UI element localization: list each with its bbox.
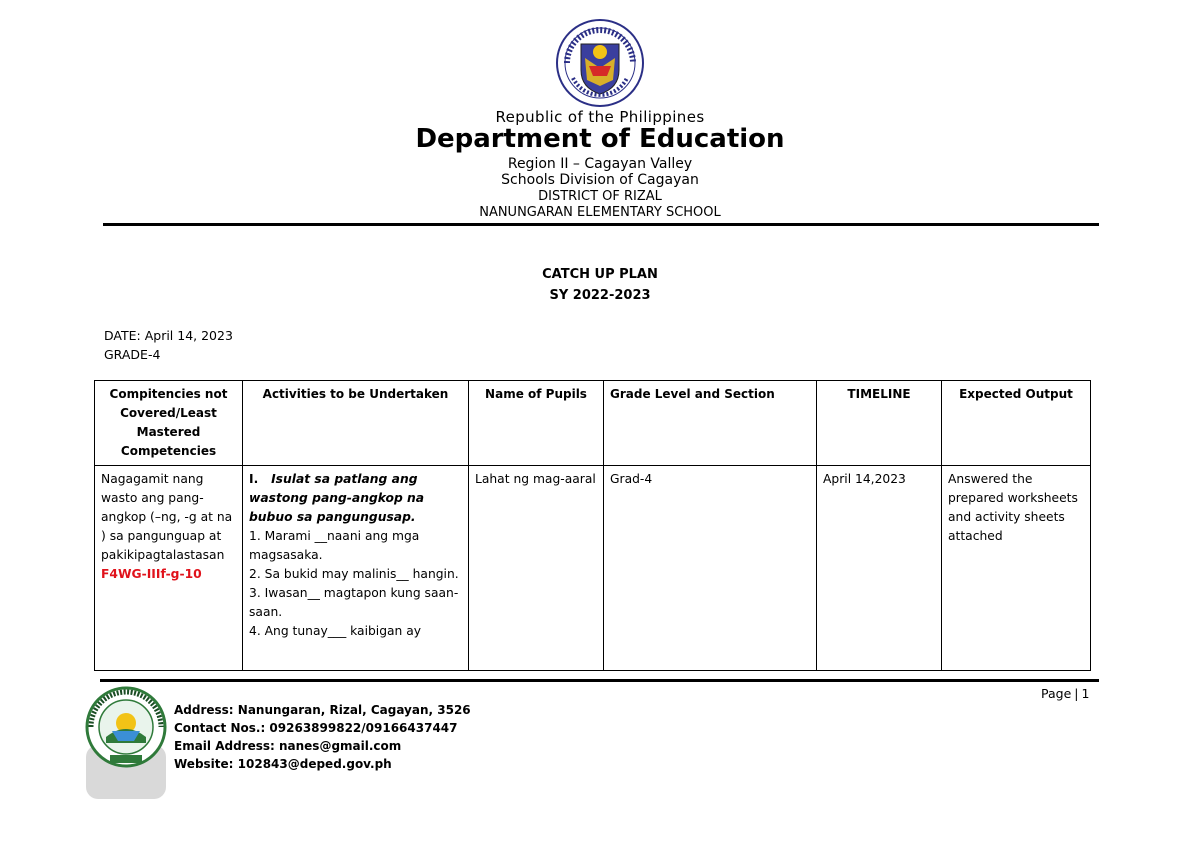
cell-activities bbox=[243, 466, 469, 671]
activity-number: I. bbox=[249, 472, 259, 486]
column-header-pupils: Name of Pupils bbox=[469, 381, 604, 466]
cell-grade-section: Grad-4 bbox=[604, 466, 817, 671]
plan-title: CATCH UP PLAN bbox=[542, 267, 658, 282]
column-header-activities: Activities to be Undertaken bbox=[243, 381, 469, 466]
cell-pupils: Lahat ng mag-aaral bbox=[469, 466, 604, 671]
column-header-expected-output: Expected Output bbox=[942, 381, 1091, 466]
activity-item-4: 4. Ang tunay___ kaibigan ay bbox=[249, 624, 422, 638]
table-header-row bbox=[95, 381, 1091, 466]
footer-website: Website: 102843@deped.gov.ph bbox=[174, 757, 392, 771]
plan-grade: GRADE-4 bbox=[104, 347, 161, 362]
header-department: Department of Education bbox=[415, 124, 785, 154]
page-label: Page bbox=[1041, 686, 1072, 701]
activity-heading-text: Isulat sa patlang ang wastong pang-angkop na bubuo sa pangungusap. bbox=[249, 472, 425, 524]
column-header-grade-section: Grade Level and Section bbox=[604, 381, 817, 466]
footer-contact: Contact Nos.: 09263899822/09166437447 bbox=[174, 721, 458, 735]
page-number: Page | 1 bbox=[1041, 686, 1090, 701]
header-school: NANUNGARAN ELEMENTARY SCHOOL bbox=[479, 205, 721, 220]
cell-timeline: April 14,2023 bbox=[817, 466, 942, 671]
footer-divider bbox=[100, 679, 1099, 682]
deped-seal-icon bbox=[555, 18, 645, 108]
competency-text: Nagagamit nang wasto ang pang-angkop (–ng, -g at na ) sa pangunguap at pakikipagtalastasan bbox=[101, 472, 233, 562]
header-divider bbox=[103, 223, 1099, 226]
plan-date: DATE: April 14, 2023 bbox=[104, 328, 233, 343]
page-number-value: 1 bbox=[1081, 686, 1090, 701]
cell-competency bbox=[95, 466, 243, 671]
plan-school-year: SY 2022-2023 bbox=[549, 288, 651, 303]
column-header-competencies: Compitencies not Covered/Least Mastered Competencies bbox=[95, 381, 243, 466]
catch-up-plan-table bbox=[94, 380, 1091, 671]
footer-address: Address: Nanungaran, Rizal, Cagayan, 3526 bbox=[174, 703, 471, 717]
header-district: DISTRICT OF RIZAL bbox=[538, 189, 662, 204]
table-row bbox=[95, 466, 1091, 671]
competency-code: F4WG-IIIf-g-10 bbox=[101, 567, 202, 581]
footer-email: Email Address: nanes@gmail.com bbox=[174, 739, 402, 753]
activity-item-2: 2. Sa bukid may malinis__ hangin. bbox=[249, 567, 459, 581]
school-logo-icon bbox=[84, 683, 168, 801]
activity-item-3: 3. Iwasan__ magtapon kung saan-saan. bbox=[249, 586, 459, 619]
header-republic: Republic of the Philippines bbox=[495, 108, 705, 126]
cell-expected-output: Answered the prepared worksheets and activity sheets attached bbox=[942, 466, 1091, 671]
activity-heading bbox=[249, 470, 462, 527]
header-region: Region II – Cagayan Valley bbox=[507, 156, 693, 172]
header-division: Schools Division of Cagayan bbox=[501, 172, 699, 188]
column-header-timeline: TIMELINE bbox=[817, 381, 942, 466]
activity-item-1: 1. Marami __naani ang mga magsasaka. bbox=[249, 529, 420, 562]
